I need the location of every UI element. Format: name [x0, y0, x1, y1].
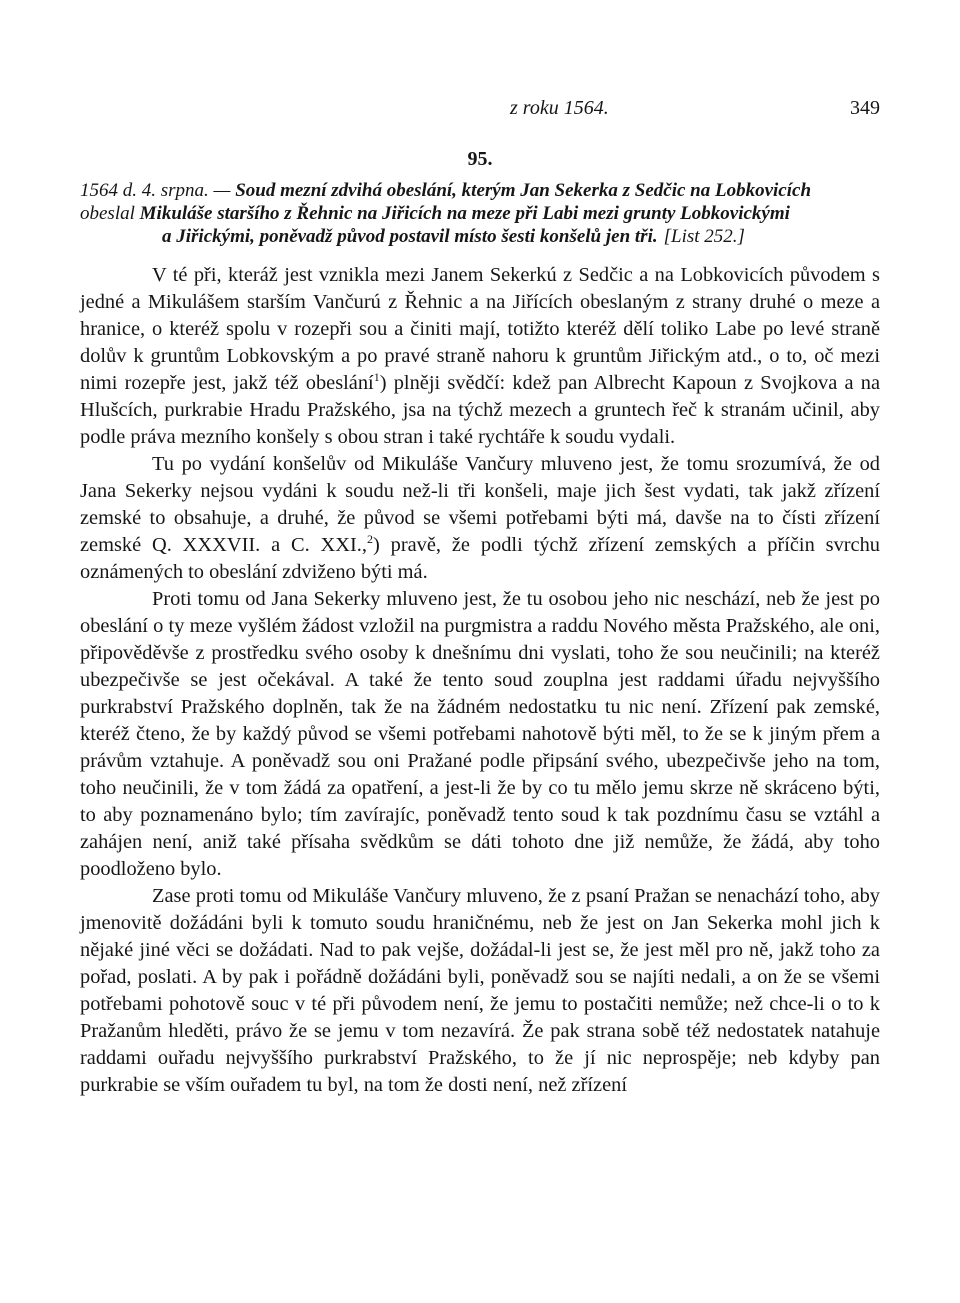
paragraph-3: Proti tomu od Jana Sekerky mluveno jest, že tu osobou jeho nic neschází, neb že jest po obeslání o ty meze vyšlém žádost vzložil na purgmistra a raddu Nového města Pražského, ale oni, připověděvše z prostředku svého osoby k dnešnímu dni vyslati, toho že sou neučinili; na kteréž ubezpečivše se jest očekával. A také že tento soud zouplna jest raddami úřadu nejvyššího purkrabství Pražského doplněn, tak že na žádném nedostatku tu nic není. Zřízení pak zemské, kteréž čteno, že by každý původ se všemi potřebami nahotově býti měl, to že se k jiným přem a právům vztahuje. A poněvadž sou oni Pražané podle připsání svého, ubezpečivše jeho na tom, toho neučinili, že v tom žádá za opatření, a jest-li že by co tu mělo jemu skrze ně skráceno býti, to aby poznamenáno bylo; tím zavírajíc, poněvadž tento soud k tak pozdnímu času se vztáhl a zahájen není, aniž také přísaha svědkům se dáti tohoto dne již nemůže, že žádá, aby toho poodloženo bylo. — [80, 588, 880, 880]
page-number: 349 — [850, 97, 880, 119]
regest-summary-line-1: Soud mezní zdvihá obeslání, kterým Jan Sekerka z Sedčic na Lobkovicích — [235, 180, 812, 201]
body-text — [80, 262, 880, 1099]
regest-source: [List 252.] — [663, 226, 745, 247]
page-header — [80, 97, 880, 127]
paragraph-1-text: V té při, kteráž jest vznikla mezi Janem Sekerkú z Sedčic a na Lobkovicích původem s jedné a Mikulášem starším Vančurú z Řehnic a na Jiřících obeslaným z strany druhé o meze a hranice, o kteréž spolu v rozepři sou a činiti mají, totižto kteréž dělí toliko Labe po levé straně dolův k gruntům Lobkovským a po pravé straně nahoru k gruntům Jiřickým atd., o to, oč mezi nimi rozepře jest, jakž též obeslání — [80, 264, 880, 394]
footnote-ref-2: 2 — [367, 532, 373, 547]
paragraph-2 — [80, 451, 880, 586]
paragraph-1-text-cont: ) plněji svědčí: kdež pan Albrecht Kapoun z Svojkova a na Hlušcích, purkrabie Hradu Pražského, jsa na týchž mezech a gruntech řeč k stranám učinil, aby podle práva mezního konšely s obou stran i také rychtáře k soudu vydali. — [80, 372, 880, 448]
regest-summary-line-2: Mikuláše staršího z Řehnic na Jiřicích na meze při Labi mezi grunty Lobkovickými — [139, 203, 790, 224]
regest — [80, 179, 880, 248]
regest-summary-prefix: obeslal — [80, 203, 135, 224]
paragraph-2-text-cont: ) pravě, že podli týchž zřízení zemských a příčin svrchu oznámených to obeslání zdviženo býti má. — [80, 534, 880, 583]
paragraph-1 — [80, 262, 880, 451]
regest-date: 1564 d. 4. srpna. — [80, 180, 209, 201]
footnote-ref-1: 1 — [373, 370, 380, 385]
regest-dash: — — [208, 180, 236, 201]
paragraph-2-text: Tu po vydání konšelův od Mikuláše Vančury mluveno jest, že tomu srozumívá, že od Jana Sekerky nejsou vydáni k soudu než-li tři konšeli, maje jich šest vydati, tak jakž zřízení zemské to obsahuje, a druhé, že původ se všemi potřebami býti má, davše na to čísti zřízení zemské Q. XXXVII. a C. XXI., — [80, 453, 880, 556]
paragraph-4: Zase proti tomu od Mikuláše Vančury mluveno, že z psaní Pražan se nenachází toho, aby jmenovitě dožádáni byli k tomuto soudu hraničnému, neb že jest on Jan Sekerka mohl jich k nějaké jiné věci se dožádati. Nad to pak vejše, dožádal-li jest se, že jest měl pro ně, jakž toho za pořad, poslati. A by pak i pořádně dožádáni byli, poněvadž sou se najíti nedali, a on že se všemi potřebami pohotově souc v té při původem není, že jemu to postačiti nemůže; než chce-li o to k Pražanům hleděti, právo že se jemu v tom nezavírá. Že pak strana sobě též nedostatek natahuje raddami ouřadu nejvyššího purkrabství Pražského, to že jí nic neprospěje; neb kdyby pan purkrabie se vším ouřadem tu byl, na tom že dosti není, než zřízení — [80, 885, 880, 1096]
running-title: z roku 1564. — [510, 97, 609, 119]
document-number: 95. — [467, 148, 493, 170]
regest-summary-line-3: a Jiřickými, poněvadž původ postavil místo šesti konšelů jen tři. — [162, 226, 658, 247]
